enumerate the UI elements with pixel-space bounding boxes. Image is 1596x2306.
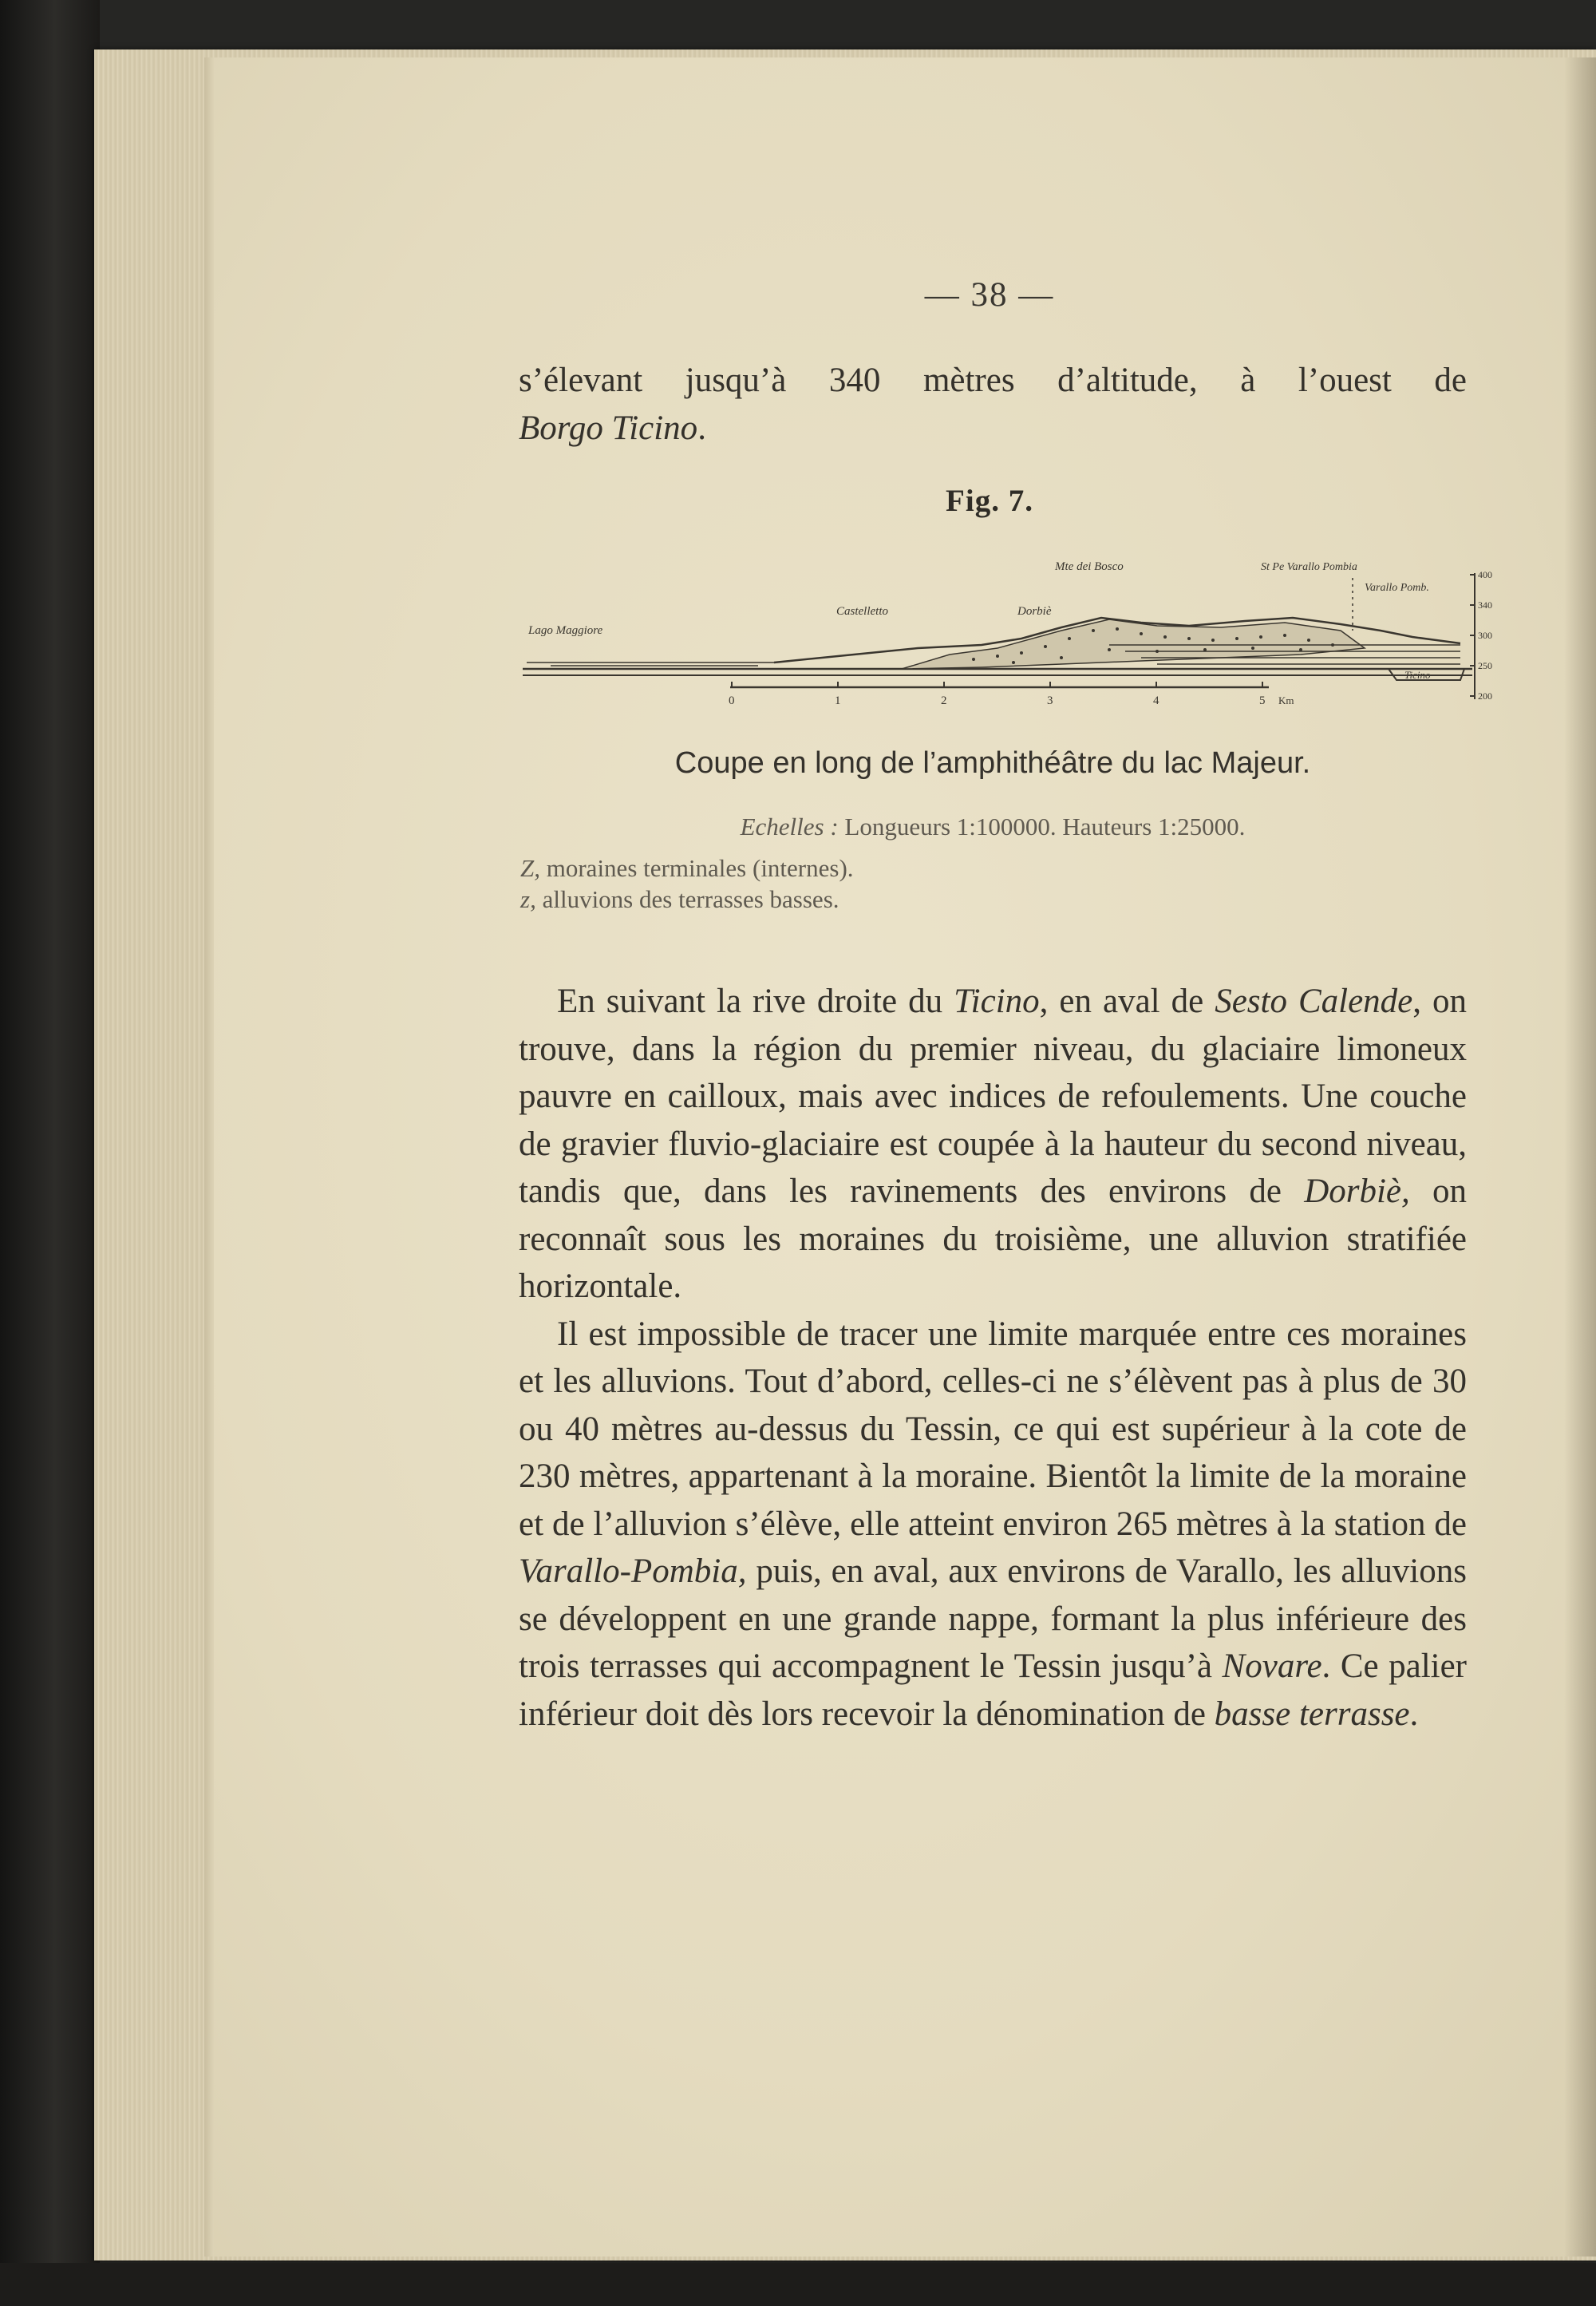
km-tick-3: 3 xyxy=(1047,694,1053,707)
p2-term: basse terrasse xyxy=(1214,1695,1410,1733)
p1-river-name: Ticino xyxy=(954,983,1040,1020)
km-unit: Km xyxy=(1278,694,1294,706)
p1-text-d: on reconnaît sous les moraines du troisième, une alluvion stratifiée horizontale. xyxy=(519,1173,1468,1305)
p1-text-b: , en aval de xyxy=(1039,983,1204,1020)
km-tick-0: 0 xyxy=(729,694,735,707)
book-binding-bottom xyxy=(0,2263,1596,2306)
legend-text-2: alluvions des terrasses basses. xyxy=(542,885,839,913)
intro-place-name: Borgo Ticino xyxy=(519,409,698,447)
lake-water xyxy=(527,663,774,666)
scales-value: Longueurs 1:100000. Hauteurs 1:25000. xyxy=(844,813,1246,841)
book-binding xyxy=(0,0,100,2306)
page-number: — 38 — xyxy=(924,276,1055,314)
intro-line-1: s’élevant jusqu’à 340 mètres d’altitude, à l’ouest de xyxy=(519,362,1467,399)
legend-item-2 xyxy=(520,885,1238,914)
elevation-scale-labels xyxy=(1478,569,1492,702)
p1-text-c: , on trouve, dans la région du premier niveau, du glaciaire limoneux pauvre en cailloux, mais avec indices de refoulements. Une couche de gravier fluvio-glaciaire est coupée à la hauteur du second niveau, tandis que, dans les ravinements des environs de xyxy=(519,983,1467,1210)
p2-text-b: puis, en aval, aux environs de Varallo, les alluvions se développent en une grande nappe, formant la plus inférieure des trois terrasses qui accompagnent le Tessin jusqu’à xyxy=(519,1552,1467,1685)
km-tick-4: 4 xyxy=(1153,694,1159,707)
figure-caption: Coupe en long de l’amphithéâtre du lac Majeur. xyxy=(674,746,1311,780)
p1-town-name: Sesto Calende xyxy=(1215,983,1413,1020)
legend-symbol-2: z, xyxy=(520,885,536,913)
cross-section-diagram xyxy=(503,551,1516,718)
label-stazione: St Pe Varallo Pombia xyxy=(1261,561,1357,573)
elev-400: 400 xyxy=(1478,569,1492,580)
label-lago: Lago Maggiore xyxy=(528,624,603,637)
p2-station-name: Varallo-Pombia, xyxy=(519,1552,747,1590)
label-castelletto: Castelletto xyxy=(836,605,888,618)
km-tick-2: 2 xyxy=(941,694,947,707)
paragraph-1 xyxy=(519,978,1467,1311)
label-ticino: Ticino xyxy=(1404,669,1431,681)
label-dorbie: Dorbiè xyxy=(1017,605,1052,618)
intro-line-2 xyxy=(519,405,1467,453)
p2-text-a: Il est impossible de tracer une limite marquée entre ces moraines et les alluvions. Tout d’abord, celles-ci ne s’élèvent pas à plus de 30 ou 40 mètres au-dessus du Tessin, ce qui est supérieur à la cote de 230 mètres, appartenant à la moraine. Bientôt la limite de la moraine et de l’alluvion s’élève, elle atteint environ 265 mètres à la station de xyxy=(519,1315,1467,1543)
elev-300: 300 xyxy=(1478,630,1492,641)
elev-340: 340 xyxy=(1478,599,1492,611)
km-tick-5: 5 xyxy=(1259,694,1266,707)
p2-text-d: . xyxy=(1409,1695,1419,1733)
p1-text-a: En suivant la rive droite du xyxy=(557,983,954,1020)
intro-text xyxy=(519,357,1467,452)
label-varallo: Varallo Pomb. xyxy=(1365,582,1429,594)
km-tick-labels xyxy=(729,694,1294,707)
p2-city-name: Novare xyxy=(1222,1647,1322,1685)
page-gutter-shadow xyxy=(1564,57,1596,2257)
body-text xyxy=(519,978,1467,1738)
moraine-zone xyxy=(902,619,1365,669)
p1-place-name: Dorbiè, xyxy=(1304,1173,1410,1210)
legend-text-1: moraines terminales (internes). xyxy=(546,854,854,882)
paragraph-2 xyxy=(519,1311,1467,1738)
scales-label: Echelles : xyxy=(740,813,839,841)
km-tick-1: 1 xyxy=(835,694,841,707)
figure-label: Fig. 7. xyxy=(946,484,1033,518)
label-monte-bosco: Mte dei Bosco xyxy=(1055,560,1124,573)
elev-200: 200 xyxy=(1478,690,1492,702)
legend-symbol-1: Z, xyxy=(520,854,540,882)
intro-end: . xyxy=(697,409,706,447)
legend-item-1 xyxy=(520,854,1238,883)
p2-text-c: . Ce palier inférieur doit dès lors recevoir la dénomination de xyxy=(519,1647,1467,1733)
figure-scales xyxy=(519,813,1467,841)
elev-250: 250 xyxy=(1478,660,1492,671)
